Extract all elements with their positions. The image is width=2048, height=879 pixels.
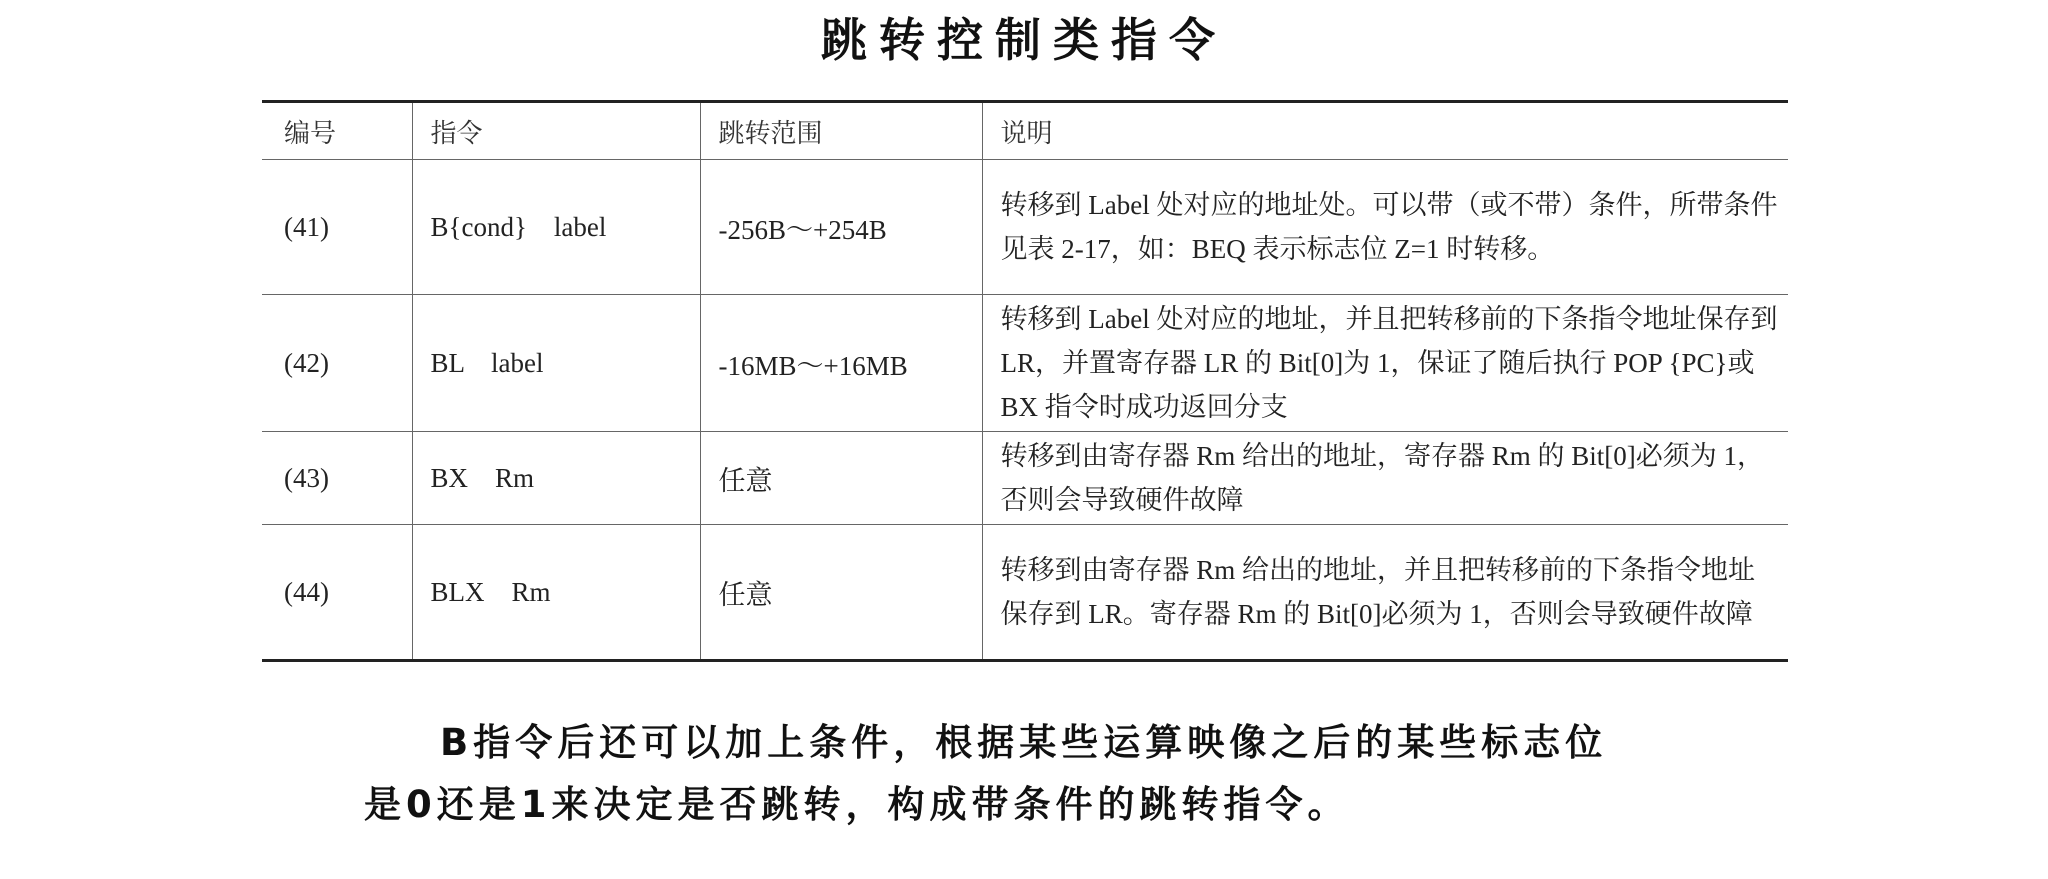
table-row <box>262 525 1788 661</box>
table-row <box>262 432 1788 525</box>
cell-description: 转移到 Label 处对应的地址，并且把转移前的下条指令地址保存到 LR，并置寄存器 LR 的 Bit[0]为 1，保证了随后执行 POP {PC}或 BX 指令时成功返回分支 <box>982 295 1788 432</box>
table-row <box>262 160 1788 295</box>
cell-range: 任意 <box>700 525 982 661</box>
header-number: 编号 <box>262 102 412 160</box>
note-line-1: B指令后还可以加上条件，根据某些运算映像之后的某些标志位 <box>440 721 1608 764</box>
cell-description: 转移到由寄存器 Rm 给出的地址，并且把转移前的下条指令地址保存到 LR。寄存器 Rm 的 Bit[0]必须为 1，否则会导致硬件故障 <box>982 525 1788 661</box>
cell-number: (41) <box>262 160 412 295</box>
page-title: 跳转控制类指令 <box>821 13 1227 67</box>
cell-number: (44) <box>262 525 412 661</box>
cell-range: -256B～+254B <box>700 160 982 295</box>
cell-description: 转移到由寄存器 Rm 给出的地址，寄存器 Rm 的 Bit[0]必须为 1，否则会导致硬件故障 <box>982 432 1788 525</box>
header-instruction: 指令 <box>412 102 700 160</box>
note-line-2: 是0还是1来决定是否跳转，构成带条件的跳转指令。 <box>364 783 1350 826</box>
cell-range: -16MB～+16MB <box>700 295 982 432</box>
table-row <box>262 295 1788 432</box>
header-range: 跳转范围 <box>700 102 982 160</box>
cell-instruction: BLX Rm <box>412 525 700 661</box>
instruction-table-container <box>262 100 1788 662</box>
cell-range: 任意 <box>700 432 982 525</box>
cell-number: (43) <box>262 432 412 525</box>
note-paragraph <box>0 712 2048 836</box>
cell-instruction: B{cond} label <box>412 160 700 295</box>
cell-instruction: BX Rm <box>412 432 700 525</box>
cell-instruction: BL label <box>412 295 700 432</box>
cell-description: 转移到 Label 处对应的地址处。可以带（或不带）条件，所带条件见表 2-17，如：BEQ 表示标志位 Z=1 时转移。 <box>982 160 1788 295</box>
cell-number: (42) <box>262 295 412 432</box>
table-header-row <box>262 102 1788 160</box>
instruction-table <box>262 100 1788 662</box>
header-description: 说明 <box>982 102 1788 160</box>
